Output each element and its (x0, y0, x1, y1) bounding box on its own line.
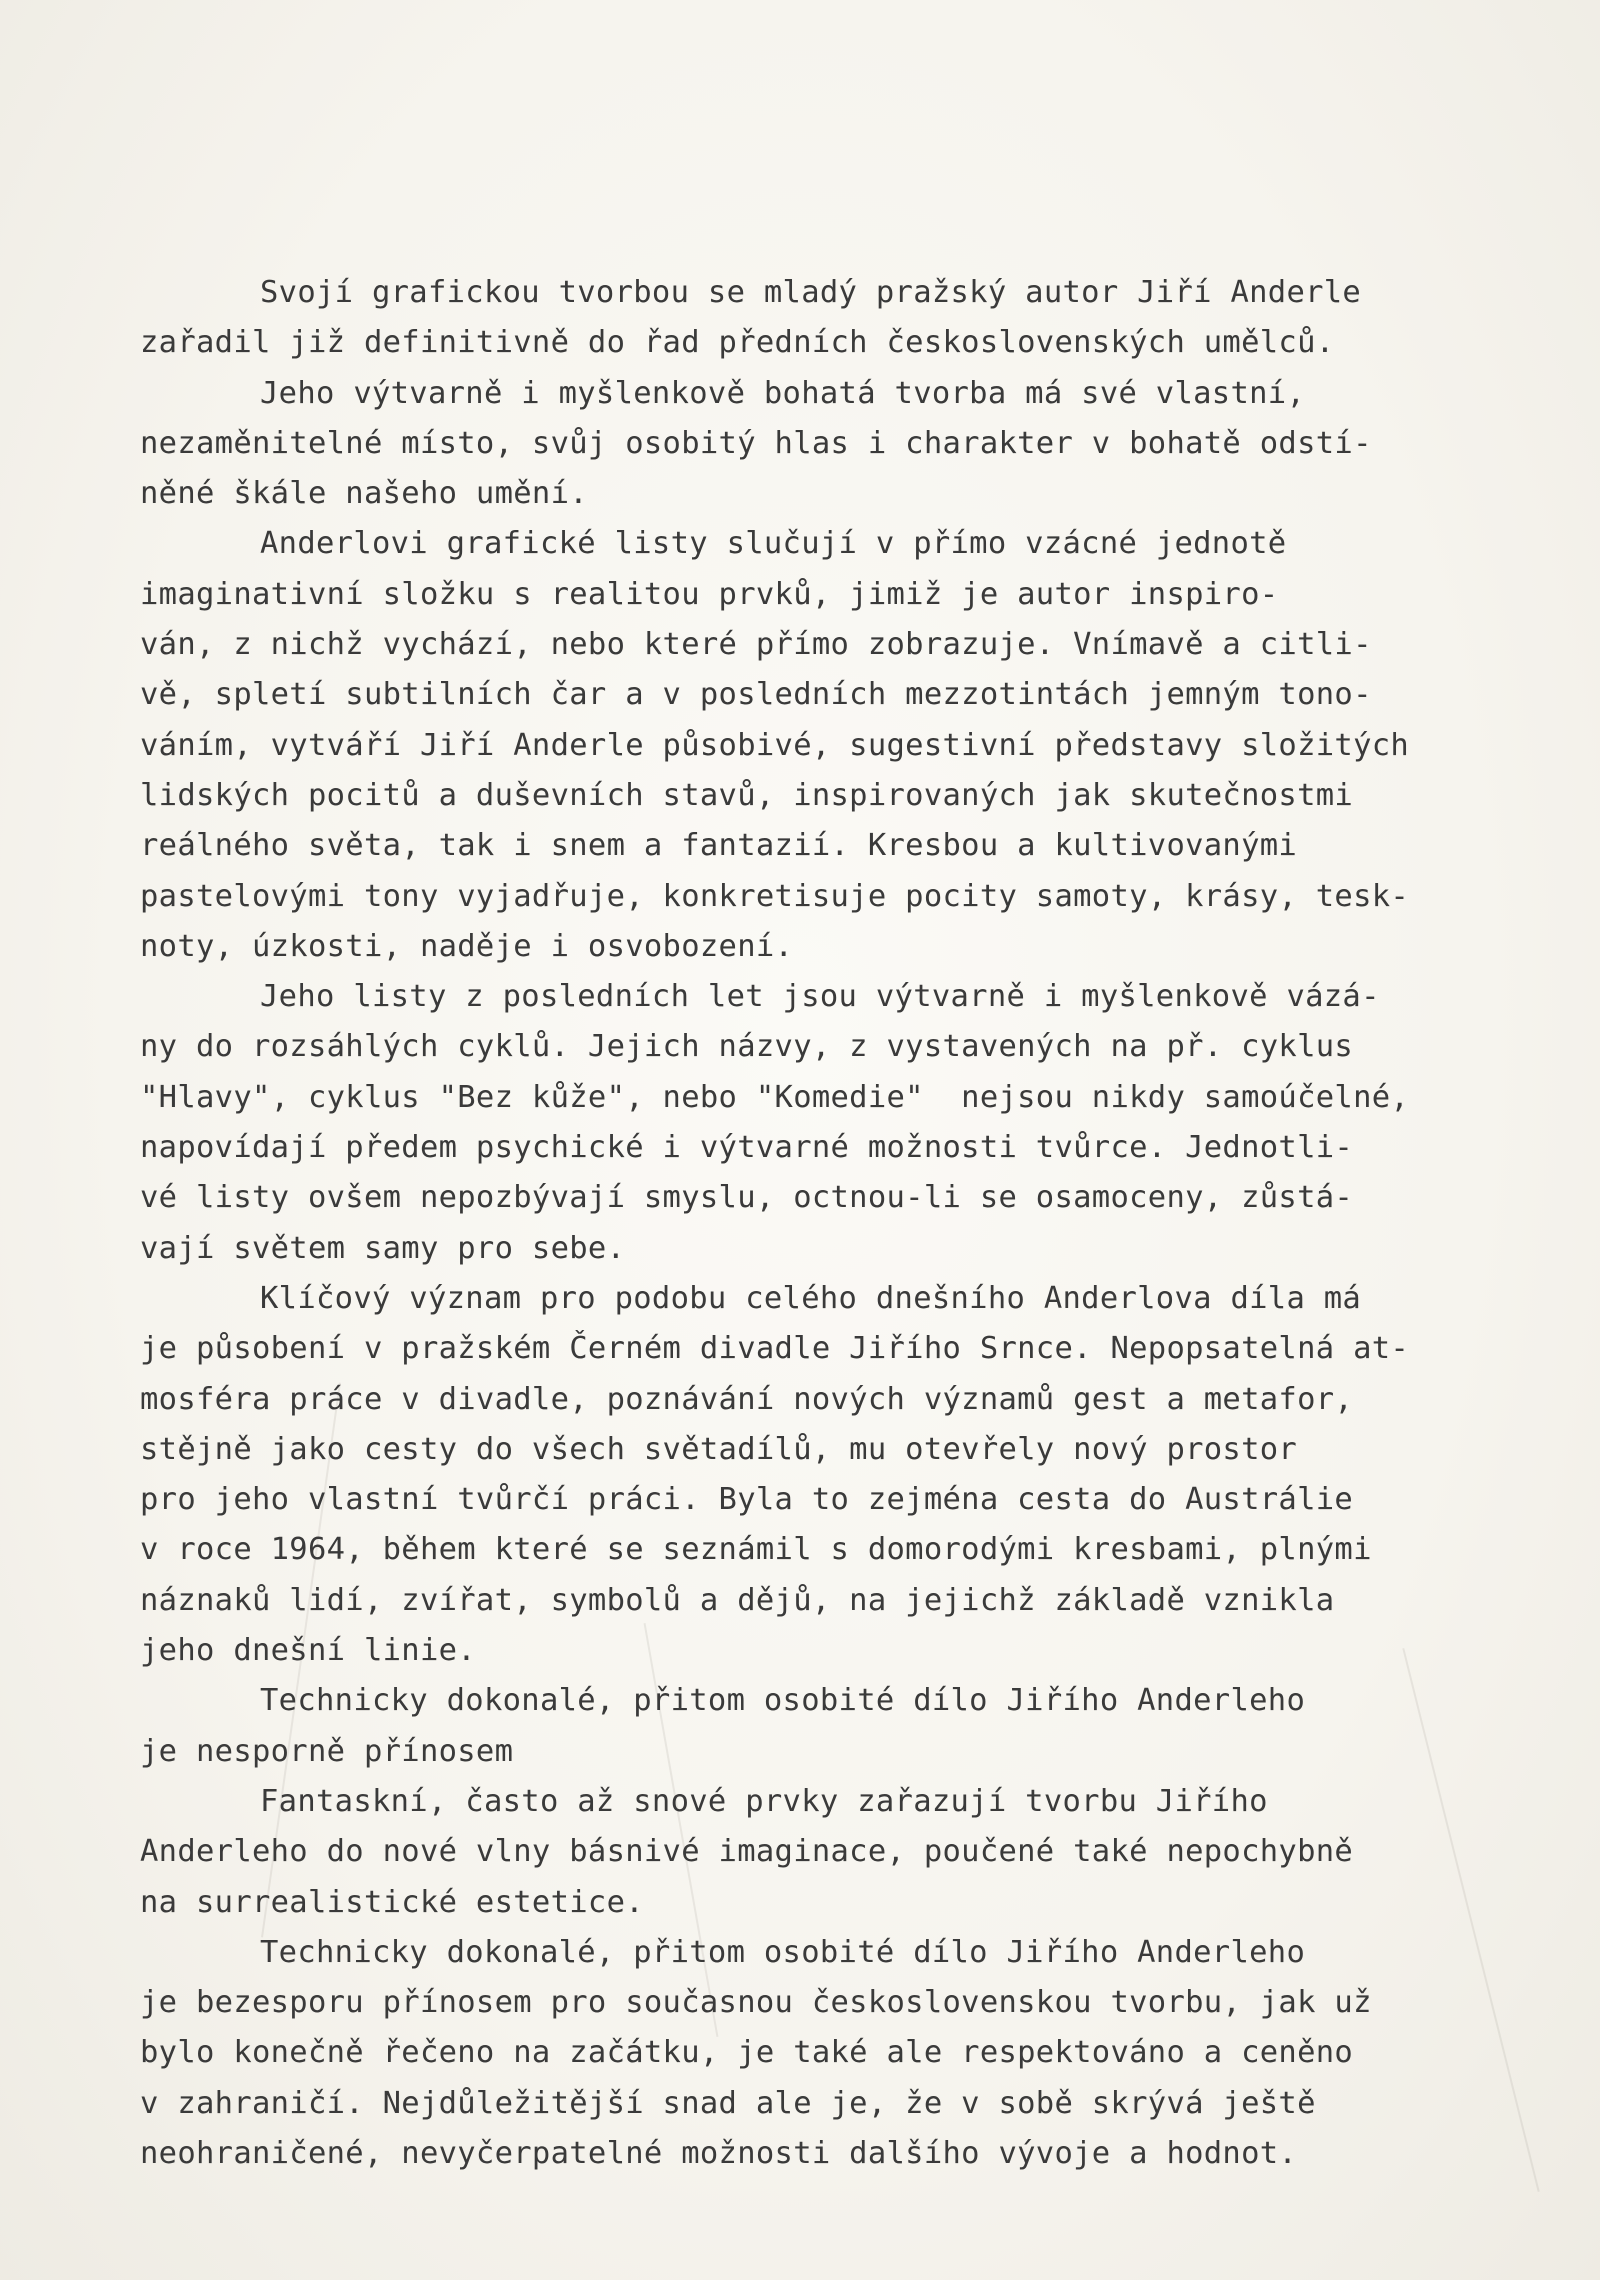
typed-line: ny do rozsáhlých cyklů. Jejich názvy, z vystavených na př. cyklus (140, 1029, 1354, 1065)
typed-line: neohraničené, nevyčerpatelné možnosti dalšího vývoje a hodnot. (140, 2135, 1298, 2171)
typed-line: Technicky dokonalé, přitom osobité dílo Jiřího Anderleho (260, 1934, 1306, 1970)
typed-line: Technicky dokonalé, přitom osobité dílo Jiřího Anderleho (260, 1683, 1306, 1719)
typed-line: Anderleho do nové vlny básnivé imaginace, poučené také nepochybně (140, 1834, 1354, 1870)
typed-line: jeho dnešní linie. (140, 1633, 476, 1669)
typed-line: nezaměnitelné místo, svůj osobitý hlas i charakter v bohatě odstí- (140, 425, 1372, 461)
typed-line: v zahraničí. Nejdůležitější snad ale je, že v sobě skrývá ještě (140, 2085, 1316, 2121)
typed-line: noty, úzkosti, naděje i osvobození. (140, 928, 794, 964)
typescript-body (140, 268, 1540, 2179)
typed-line: náznaků lidí, zvířat, symbolů a dějů, na jejichž základě vznikla (140, 1582, 1335, 1618)
typed-line: Svojí grafickou tvorbou se mladý pražský autor Jiří Anderle (260, 275, 1362, 310)
typed-line: mosféra práce v divadle, poznávání nových významů gest a metafor, (140, 1381, 1354, 1417)
typed-line: něné škále našeho umění. (140, 476, 588, 512)
typed-line: lidských pocitů a duševních stavů, inspirovaných jak skutečnostmi (140, 777, 1354, 813)
typed-line: pro jeho vlastní tvůrčí práci. Byla to zejména cesta do Austrálie (140, 1482, 1354, 1518)
typed-line: v roce 1964, během které se seznámil s domorodými kresbami, plnými (140, 1532, 1372, 1568)
typed-line: Fantaskní, často až snové prvky zařazují tvorbu Jiřího (260, 1783, 1268, 1819)
typed-line: reálného světa, tak i snem a fantazií. Kresbou a kultivovanými (140, 828, 1298, 864)
typed-line: pastelovými tony vyjadřuje, konkretisuje pocity samoty, krásy, tesk- (140, 878, 1410, 914)
typed-line: imaginativní složku s realitou prvků, jimiž je autor inspiro- (140, 576, 1279, 612)
typed-line: Jeho výtvarně i myšlenkově bohatá tvorba má své vlastní, (260, 375, 1306, 411)
typed-line: vé listy ovšem nepozbývají smyslu, octnou-li se osamoceny, zůstá- (140, 1180, 1354, 1216)
typed-line: vají světem samy pro sebe. (140, 1230, 626, 1266)
typed-line: na surrealistické estetice. (140, 1884, 644, 1920)
typed-line: zařadil již definitivně do řad předních československých umělců. (140, 325, 1335, 361)
typed-line: napovídají předem psychické i výtvarné možnosti tvůrce. Jednotli- (140, 1130, 1354, 1166)
typed-line: Anderlovi grafické listy slučují v přímo vzácné jednotě (260, 526, 1287, 562)
typed-line: vě, spletí subtilních čar a v posledních mezzotintách jemným tono- (140, 677, 1372, 713)
typed-line: je nesporně přínosem (140, 1733, 514, 1769)
typed-line: Klíčový význam pro podobu celého dnešního Anderlova díla má (260, 1280, 1362, 1316)
typed-line: je bezesporu přínosem pro současnou československou tvorbu, jak už (140, 1985, 1372, 2021)
typed-line: ván, z nichž vychází, nebo které přímo zobrazuje. Vnímavě a citli- (140, 627, 1372, 663)
typed-line: Jeho listy z posledních let jsou výtvarně i myšlenkově vázá- (260, 979, 1380, 1015)
typed-line: stějně jako cesty do všech světadílů, mu otevřely nový prostor (140, 1431, 1298, 1467)
typed-line: váním, vytváří Jiří Anderle působivé, sugestivní představy složitých (140, 727, 1410, 763)
typed-line: bylo konečně řečeno na začátku, je také ale respektováno a ceněno (140, 2035, 1354, 2071)
typed-line: je působení v pražském Černém divadle Jiřího Srnce. Nepopsatelná at- (140, 1331, 1410, 1367)
typed-line: "Hlavy", cyklus "Bez kůže", nebo "Komedie" nejsou nikdy samoúčelné, (140, 1079, 1410, 1115)
